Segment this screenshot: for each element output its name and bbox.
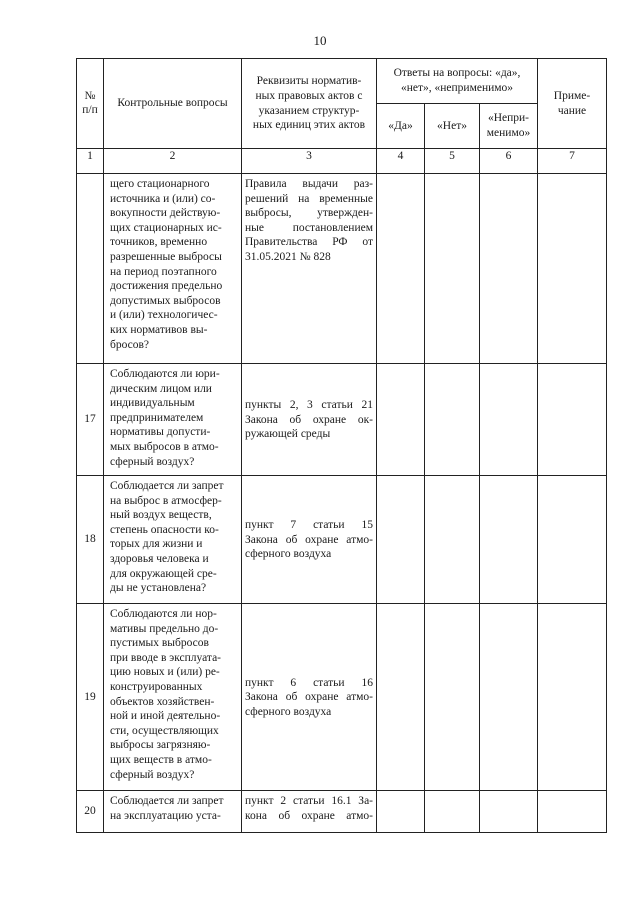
question-line: допустимых выбросов: [110, 294, 221, 307]
question-line: достижения предельно: [110, 280, 223, 293]
column-number: 4: [377, 149, 425, 174]
answer-no-cell[interactable]: [425, 476, 480, 604]
question-cell: [104, 364, 242, 476]
question-cell: [104, 476, 242, 604]
reference-line: сферного воздуха: [245, 705, 332, 718]
question-line: ный воздух веществ,: [110, 509, 212, 522]
question-line: ды не установлена?: [110, 582, 207, 595]
reference-line: Закона об охране атмо-: [245, 533, 373, 546]
question-line: вокупности действую-: [110, 207, 221, 220]
header-answer-na: [480, 104, 538, 149]
header-num: [77, 59, 104, 149]
question-line: Соблюдаются ли юри-: [110, 368, 220, 380]
answer-na-cell[interactable]: [480, 364, 538, 476]
reference-cell: [242, 364, 377, 476]
header-num-label: № п/п: [82, 90, 98, 117]
reference-line: кона об охране атмо-: [245, 809, 373, 822]
question-line: Соблюдается ли запрет: [110, 480, 224, 492]
question-line: щего стационарного: [110, 178, 210, 190]
question-line: мативы предельно до-: [110, 622, 219, 635]
question-line: сферный воздух?: [110, 768, 195, 781]
reference-line: Закона об охране атмо-: [245, 691, 373, 704]
answer-na-cell[interactable]: [480, 604, 538, 791]
reference-cell: [242, 174, 377, 364]
question-line: разрешенные выбросы: [110, 250, 222, 263]
header-answer-na-line: «Непри-: [487, 112, 530, 125]
column-number-row: [77, 149, 607, 174]
header-requisites-line: указанием структур-: [258, 104, 360, 117]
row-number: 18: [77, 476, 104, 604]
question-line: Соблюдается ли запрет: [110, 795, 224, 807]
header-answers-group: [377, 59, 538, 104]
table-row: [77, 791, 607, 833]
reference-line: 31.05.2021 № 828: [245, 250, 331, 263]
column-number: 7: [538, 149, 607, 174]
header-requisites-line: ных единиц этих актов: [252, 119, 366, 132]
table-row: [77, 174, 607, 364]
header-answer-no: «Нет»: [425, 104, 480, 149]
note-cell[interactable]: [538, 476, 607, 604]
question-line: предпринимателем: [110, 411, 204, 424]
header-answer-na-line: менимо»: [486, 127, 531, 139]
column-number: 5: [425, 149, 480, 174]
note-cell[interactable]: [538, 604, 607, 791]
header-questions-label: Контрольные вопросы: [117, 97, 228, 110]
header-answer-yes: «Да»: [377, 104, 425, 149]
header-requisites-line: Реквизиты норматив-: [256, 75, 362, 88]
header-requisites: [242, 59, 377, 149]
question-line: сферный воздух?: [110, 455, 195, 468]
reference-line: выбросы, утвержден-: [245, 207, 373, 220]
reference-line: сферного воздуха: [245, 548, 332, 561]
question-line: выбросы загрязняю-: [110, 739, 211, 752]
answer-yes-cell[interactable]: [377, 476, 425, 604]
reference-line: пункты 2, 3 статьи 21: [245, 399, 373, 412]
reference-line: пункт 2 статьи 16.1 За-: [245, 795, 373, 807]
reference-line: ружающей среды: [245, 428, 331, 441]
reference-line: Правила выдачи раз-: [245, 178, 373, 190]
question-cell: [104, 791, 242, 833]
question-line: для окружающей сре-: [110, 567, 217, 580]
question-line: точников, временно: [110, 236, 208, 249]
row-number: 19: [77, 604, 104, 791]
header-note-line: чание: [557, 104, 587, 117]
question-line: и (или) технологичес-: [110, 309, 218, 322]
answer-no-cell[interactable]: [425, 791, 480, 833]
reference-line: решений на временные: [245, 192, 373, 205]
question-line: мых выбросов в атмо-: [110, 440, 219, 453]
reference-cell: [242, 604, 377, 791]
question-line: на период поэтапного: [110, 265, 217, 278]
header-note: [538, 59, 607, 149]
question-line: пустимых выбросов: [110, 637, 209, 650]
row-number: [77, 174, 104, 364]
note-cell[interactable]: [538, 791, 607, 833]
column-number: 2: [104, 149, 242, 174]
question-line: дическим лицом или: [110, 382, 212, 395]
question-line: сти, осуществляющих: [110, 724, 219, 737]
question-line: Соблюдаются ли нор-: [110, 608, 217, 620]
reference-line: пункт 6 статьи 16: [245, 676, 373, 689]
question-line: здоровья человека и: [110, 552, 209, 565]
answer-yes-cell[interactable]: [377, 364, 425, 476]
question-line: источника и (или) со-: [110, 192, 216, 205]
question-line: нормативы допусти-: [110, 426, 211, 439]
reference-cell: [242, 476, 377, 604]
question-line: торых для жизни и: [110, 538, 203, 551]
answer-na-cell[interactable]: [480, 174, 538, 364]
header-answers-line: «нет», «неприменимо»: [400, 82, 514, 94]
question-line: объектов хозяйствен-: [110, 695, 215, 708]
question-line: индивидуальным: [110, 397, 195, 410]
column-number: 6: [480, 149, 538, 174]
reference-line: Правительства РФ от: [245, 236, 373, 249]
table-row: [77, 364, 607, 476]
checklist-table: [76, 58, 607, 833]
question-line: степень опасности ко-: [110, 523, 219, 536]
row-number: 17: [77, 364, 104, 476]
page-number: 10: [313, 33, 327, 48]
answer-no-cell[interactable]: [425, 364, 480, 476]
question-line: бросов?: [110, 338, 150, 351]
answer-yes-cell[interactable]: [377, 174, 425, 364]
reference-line: ные постановлением: [245, 221, 373, 234]
answer-na-cell[interactable]: [480, 791, 538, 833]
answer-no-cell[interactable]: [425, 174, 480, 364]
question-line: щих стационарных ис-: [110, 221, 222, 234]
reference-cell: [242, 791, 377, 833]
column-number: 1: [77, 149, 104, 174]
answer-yes-cell[interactable]: [377, 791, 425, 833]
question-line: на эксплуатацию уста-: [110, 809, 221, 822]
header-answers-line: Ответы на вопросы: «да»,: [393, 67, 521, 80]
answer-na-cell[interactable]: [480, 476, 538, 604]
question-line: ной и иной деятельно-: [110, 710, 221, 723]
question-cell: [104, 174, 242, 364]
question-line: на выброс в атмосфер-: [110, 494, 222, 507]
question-line: ких нормативов вы-: [110, 323, 208, 336]
question-line: щих веществ в атмо-: [110, 753, 212, 766]
answer-no-cell[interactable]: [425, 604, 480, 791]
column-number: 3: [242, 149, 377, 174]
header-note-line: Приме-: [553, 89, 591, 102]
reference-line: Закона об охране ок-: [245, 413, 373, 426]
note-cell[interactable]: [538, 174, 607, 364]
table-row: [77, 604, 607, 791]
question-cell: [104, 604, 242, 791]
note-cell[interactable]: [538, 364, 607, 476]
question-line: конструированных: [110, 680, 203, 693]
table-row: [77, 476, 607, 604]
header-questions: [104, 59, 242, 149]
header-requisites-line: ных правовых актов с: [255, 89, 363, 102]
reference-line: пункт 7 статьи 15: [245, 519, 373, 532]
question-line: при вводе в эксплуата-: [110, 651, 222, 664]
question-line: цию новых и (или) ре-: [110, 666, 220, 679]
answer-yes-cell[interactable]: [377, 604, 425, 791]
row-number: 20: [77, 791, 104, 833]
